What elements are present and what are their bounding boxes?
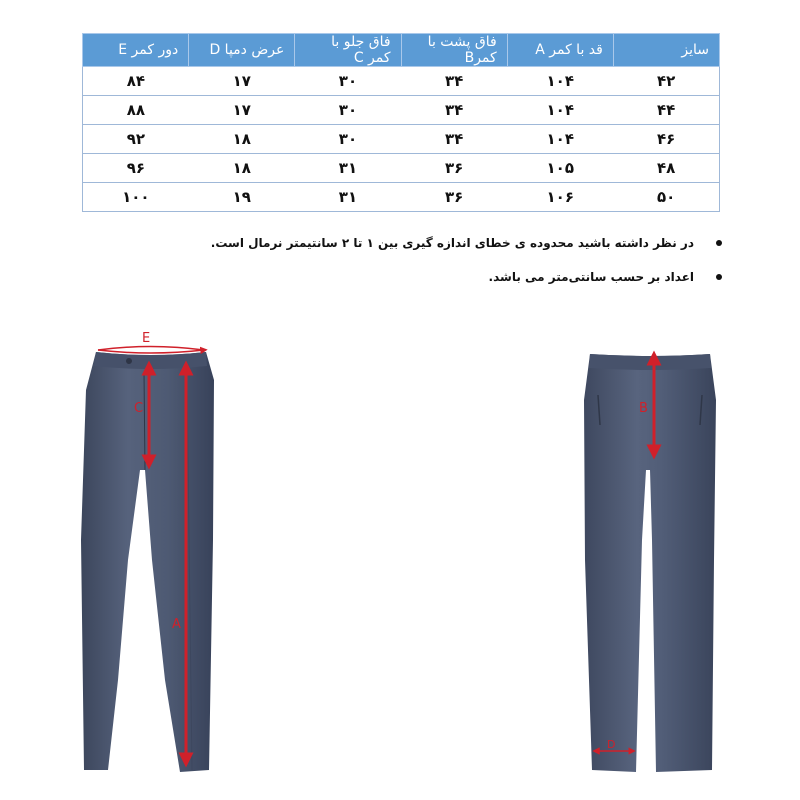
label-e: E — [142, 331, 151, 346]
table-cell: ۱۰۵ — [507, 154, 613, 183]
header-length-a: قد با کمر A — [507, 34, 613, 67]
header-front-rise-c: فاق جلو با کمر C — [295, 34, 401, 67]
table-cell: ۴۸ — [613, 154, 719, 183]
table-cell: ۳۶ — [401, 154, 507, 183]
table-cell: ۳۰ — [295, 125, 401, 154]
header-hem-width-d: عرض دمپا D — [189, 34, 295, 67]
label-c: C — [134, 401, 144, 416]
table-cell: ۱۷ — [189, 96, 295, 125]
table-cell: ۹۲ — [83, 125, 189, 154]
table-cell: ۳۴ — [401, 96, 507, 125]
table-cell: ۱۰۶ — [507, 183, 613, 212]
waist-arrow-e — [98, 347, 204, 354]
note-text: در نظر داشته باشید محدوده ی خطای اندازه گیری بین ۱ تا ۲ سانتیمتر نرمال است. — [210, 236, 694, 250]
front-waistband — [94, 352, 207, 369]
table-cell: ۱۸ — [189, 154, 295, 183]
label-b: B — [639, 401, 648, 416]
table-cell: ۳۴ — [401, 125, 507, 154]
table-cell: ۴۴ — [613, 96, 719, 125]
table-cell: ۸۴ — [83, 67, 189, 96]
table-cell: ۱۹ — [189, 183, 295, 212]
header-waist-e: دور کمر E — [83, 34, 189, 67]
table-cell: ۵۰ — [613, 183, 719, 212]
table-cell: ۳۰ — [295, 96, 401, 125]
back-pants-shape — [584, 354, 716, 772]
table-cell: ۱۰۰ — [83, 183, 189, 212]
waist-button-icon — [126, 358, 132, 364]
note-text: اعداد بر حسب سانتی‌متر می باشد. — [488, 270, 694, 284]
header-back-rise-b: فاق پشت با کمرB — [401, 34, 507, 67]
table-cell: ۱۰۴ — [507, 125, 613, 154]
table-cell: ۱۰۴ — [507, 96, 613, 125]
header-size: سایز — [613, 34, 719, 67]
table-cell: ۳۶ — [401, 183, 507, 212]
table-cell: ۳۴ — [401, 67, 507, 96]
table-cell: ۱۰۴ — [507, 67, 613, 96]
table-cell: ۳۰ — [295, 67, 401, 96]
table-cell: ۳۱ — [295, 154, 401, 183]
table-cell: ۱۸ — [189, 125, 295, 154]
table-cell: ۴۲ — [613, 67, 719, 96]
table-cell: ۸۸ — [83, 96, 189, 125]
table-cell: ۴۶ — [613, 125, 719, 154]
back-waistband — [589, 354, 711, 370]
table-cell: ۱۷ — [189, 67, 295, 96]
label-a: A — [172, 617, 181, 632]
table-cell: ۳۱ — [295, 183, 401, 212]
table-cell: ۹۶ — [83, 154, 189, 183]
label-d: D — [607, 738, 616, 751]
